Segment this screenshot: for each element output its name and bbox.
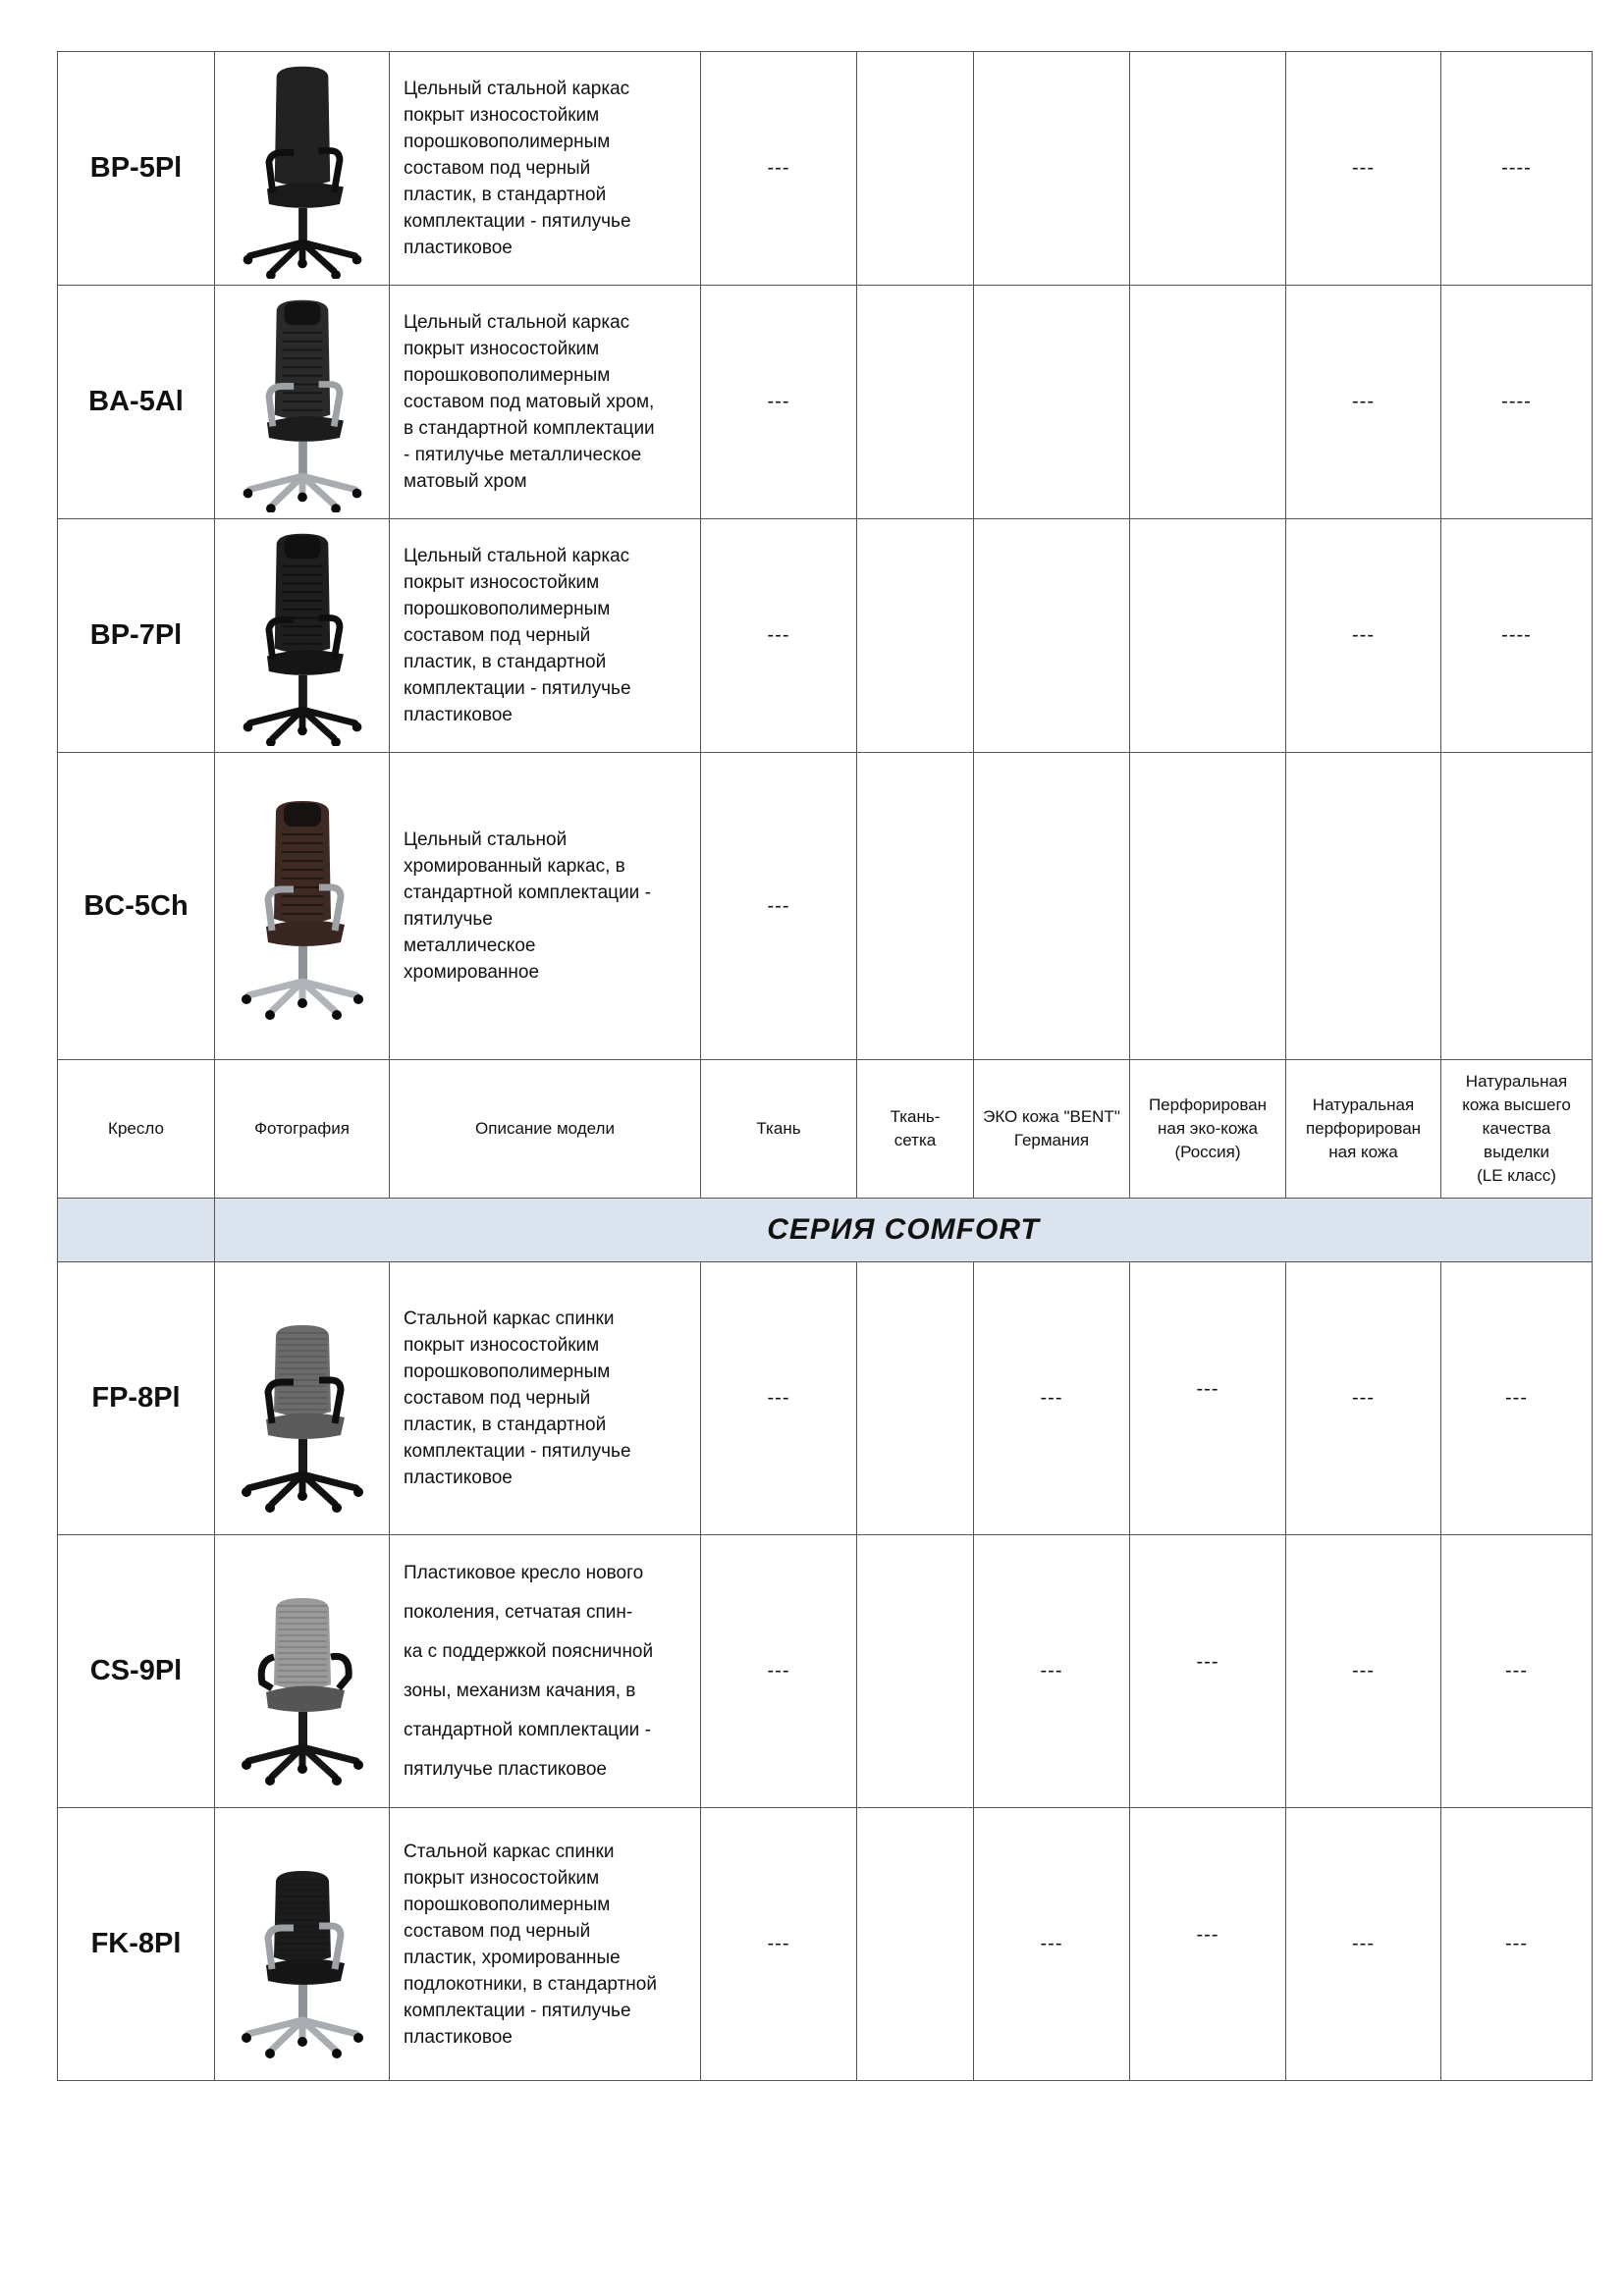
header-line: ная эко-кожа — [1158, 1119, 1258, 1138]
availability-natural-premium — [1441, 753, 1593, 1060]
availability-eco-leather — [974, 753, 1130, 1060]
description-line: комплектации - пятилучье — [404, 678, 631, 699]
header-line: ная кожа — [1328, 1143, 1398, 1161]
availability-natural-premium: ---- — [1441, 286, 1593, 519]
description-line: в стандартной комплектации — [404, 418, 655, 439]
office-chair-black-leather-icon — [215, 526, 389, 746]
description-line: пятилучье — [404, 909, 493, 930]
availability-perforated-eco: --- — [1130, 1808, 1286, 2081]
availability-eco-leather — [974, 52, 1130, 286]
header-natural-perforated — [1286, 1060, 1441, 1199]
office-chair-leather-aluminum-icon — [215, 293, 389, 512]
description-line: пластиковое — [404, 2026, 513, 2048]
description-line: пластиковое — [404, 238, 513, 258]
series-blank-cell — [58, 1199, 215, 1262]
model-name: CS-9Pl — [58, 1535, 215, 1808]
availability-natural-perforated: --- — [1286, 1535, 1441, 1808]
header-natural-premium — [1441, 1060, 1593, 1199]
header-photo: Фотография — [215, 1060, 390, 1199]
description-line: покрыт износостойким — [404, 339, 600, 359]
description-line: покрыт износостойким — [404, 1867, 600, 1889]
availability-fabric: --- — [701, 52, 857, 286]
availability-natural-perforated: --- — [1286, 1262, 1441, 1535]
availability-natural-premium: --- — [1441, 1535, 1593, 1808]
series-title: СЕРИЯ COMFORT — [215, 1199, 1593, 1262]
header-line: Натуральная — [1465, 1072, 1568, 1091]
availability-fabric-mesh — [857, 286, 974, 519]
description-line: составом под матовый хром, — [404, 392, 655, 412]
availability-fabric: --- — [701, 519, 857, 753]
table-row — [58, 1262, 1593, 1535]
model-photo — [215, 519, 390, 753]
description-line: ка с поддержкой поясничной — [404, 1640, 654, 1662]
availability-natural-premium: --- — [1441, 1262, 1593, 1535]
availability-fabric: --- — [701, 1808, 857, 2081]
availability-eco-leather: --- — [974, 1808, 1130, 2081]
availability-natural-perforated — [1286, 753, 1441, 1060]
description-line: комплектации - пятилучье — [404, 2000, 631, 2021]
description-line: комплектации - пятилучье — [404, 211, 631, 232]
model-name: BP-5Pl — [58, 52, 215, 286]
description-line: стандартной комплектации - — [404, 882, 651, 903]
description-line: хромированный каркас, в — [404, 856, 625, 877]
description-line: пятилучье пластиковое — [404, 1758, 607, 1780]
model-photo — [215, 52, 390, 286]
availability-fabric-mesh — [857, 519, 974, 753]
description-line: пластик, хромированные — [404, 1947, 621, 1968]
table-row — [58, 286, 1593, 519]
executive-series-rows — [58, 52, 1593, 1060]
table-row — [58, 52, 1593, 286]
model-description — [390, 519, 701, 753]
description-line: поколения, сетчатая спин- — [404, 1601, 633, 1623]
availability-fabric-mesh — [857, 52, 974, 286]
header-fabric: Ткань — [701, 1060, 857, 1199]
availability-fabric-mesh — [857, 1262, 974, 1535]
availability-eco-leather — [974, 519, 1130, 753]
description-line: комплектации - пятилучье — [404, 1441, 631, 1462]
office-chair-gray-mesh-icon — [215, 1283, 389, 1515]
description-line: составом под черный — [404, 158, 591, 179]
header-line: (LE класс) — [1477, 1166, 1556, 1185]
header-model: Кресло — [58, 1060, 215, 1199]
header-line: ЭКО кожа "BENT" — [983, 1107, 1120, 1126]
availability-fabric: --- — [701, 1262, 857, 1535]
availability-perforated-eco — [1130, 753, 1286, 1060]
model-name: BP-7Pl — [58, 519, 215, 753]
description-line: Стальной каркас спинки — [404, 1841, 615, 1862]
model-photo — [215, 1535, 390, 1808]
header-line: Натуральная — [1312, 1095, 1415, 1114]
model-name: BA-5Al — [58, 286, 215, 519]
description-line: - пятилучье металлическое — [404, 445, 642, 465]
header-line: кожа высшего — [1462, 1095, 1571, 1114]
availability-natural-perforated: --- — [1286, 519, 1441, 753]
description-line: пластик, в стандартной — [404, 185, 607, 205]
description-line: пластиковое — [404, 1468, 513, 1488]
availability-fabric-mesh — [857, 753, 974, 1060]
availability-natural-perforated: --- — [1286, 52, 1441, 286]
model-photo — [215, 753, 390, 1060]
availability-eco-leather: --- — [974, 1262, 1130, 1535]
availability-natural-premium: ---- — [1441, 52, 1593, 286]
header-eco-leather — [974, 1060, 1130, 1199]
office-chair-black-mesh-chrome-icon — [215, 1829, 389, 2060]
price-spec-table — [57, 51, 1593, 2081]
header-line: Перфорирован — [1148, 1095, 1268, 1114]
model-name: BC-5Ch — [58, 753, 215, 1060]
table-row — [58, 1808, 1593, 2081]
model-photo — [215, 1262, 390, 1535]
office-chair-black-pu-icon — [215, 59, 389, 279]
series-row — [58, 1199, 1593, 1262]
description-line: металлическое — [404, 935, 536, 956]
description-line: зоны, механизм качания, в — [404, 1680, 636, 1701]
availability-fabric-mesh — [857, 1808, 974, 2081]
availability-perforated-eco: --- — [1130, 1262, 1286, 1535]
model-name: FP-8Pl — [58, 1262, 215, 1535]
header-line: (Россия) — [1174, 1143, 1241, 1161]
model-description — [390, 286, 701, 519]
description-line: Цельный стальной каркас — [404, 546, 630, 566]
description-line: Стальной каркас спинки — [404, 1308, 615, 1329]
availability-natural-perforated: --- — [1286, 286, 1441, 519]
model-description — [390, 753, 701, 1060]
model-description — [390, 52, 701, 286]
availability-perforated-eco — [1130, 52, 1286, 286]
description-line: покрыт износостойким — [404, 572, 600, 593]
table-row — [58, 519, 1593, 753]
office-chair-mesh-loop-arms-icon — [215, 1556, 389, 1788]
description-line: Цельный стальной каркас — [404, 312, 630, 333]
description-line: составом под черный — [404, 1920, 591, 1942]
description-line: порошковополимерным — [404, 365, 611, 386]
availability-natural-perforated: --- — [1286, 1808, 1441, 2081]
model-name: FK-8Pl — [58, 1808, 215, 2081]
description-line: порошковополимерным — [404, 599, 611, 619]
header-line: качества — [1482, 1119, 1551, 1138]
table-row — [58, 753, 1593, 1060]
header-line: перфорирован — [1305, 1119, 1422, 1138]
model-photo — [215, 1808, 390, 2081]
header-line: Ткань- — [890, 1107, 941, 1126]
model-description — [390, 1535, 701, 1808]
description-line: матовый хром — [404, 471, 527, 492]
availability-perforated-eco — [1130, 286, 1286, 519]
description-line: Пластиковое кресло нового — [404, 1562, 644, 1583]
description-line: хромированное — [404, 962, 540, 983]
availability-fabric: --- — [701, 1535, 857, 1808]
model-photo — [215, 286, 390, 519]
table-row — [58, 1535, 1593, 1808]
description-line: пластик, в стандартной — [404, 1415, 607, 1435]
header-line: выделки — [1484, 1143, 1549, 1161]
availability-eco-leather — [974, 286, 1130, 519]
description-line: Цельный стальной — [404, 829, 568, 850]
header-line: Германия — [1013, 1131, 1090, 1149]
availability-fabric-mesh — [857, 1535, 974, 1808]
header-perforated-eco — [1130, 1060, 1286, 1199]
description-line: пластиковое — [404, 705, 513, 725]
availability-natural-premium: ---- — [1441, 519, 1593, 753]
column-header — [58, 1060, 1593, 1262]
description-line: стандартной комплектации - — [404, 1719, 651, 1740]
description-line: Цельный стальной каркас — [404, 79, 630, 99]
office-chair-brown-chrome-icon — [215, 790, 389, 1022]
model-description — [390, 1808, 701, 2081]
description-line: покрыт износостойким — [404, 1335, 600, 1356]
description-line: составом под черный — [404, 1388, 591, 1409]
availability-fabric: --- — [701, 286, 857, 519]
header-line: сетка — [893, 1131, 937, 1149]
description-line: пластик, в стандартной — [404, 652, 607, 672]
availability-fabric: --- — [701, 753, 857, 1060]
availability-perforated-eco: --- — [1130, 1535, 1286, 1808]
description-line: порошковополимерным — [404, 1894, 611, 1915]
header-row — [58, 1060, 1593, 1199]
header-fabric-mesh — [857, 1060, 974, 1199]
comfort-series-rows — [58, 1262, 1593, 2081]
description-line: порошковополимерным — [404, 132, 611, 152]
description-line: порошковополимерным — [404, 1362, 611, 1382]
description-line: подлокотники, в стандартной — [404, 1973, 657, 1995]
availability-eco-leather: --- — [974, 1535, 1130, 1808]
header-description: Описание модели — [390, 1060, 701, 1199]
availability-perforated-eco — [1130, 519, 1286, 753]
description-line: покрыт износостойким — [404, 105, 600, 126]
description-line: составом под черный — [404, 625, 591, 646]
availability-natural-premium: --- — [1441, 1808, 1593, 2081]
model-description — [390, 1262, 701, 1535]
